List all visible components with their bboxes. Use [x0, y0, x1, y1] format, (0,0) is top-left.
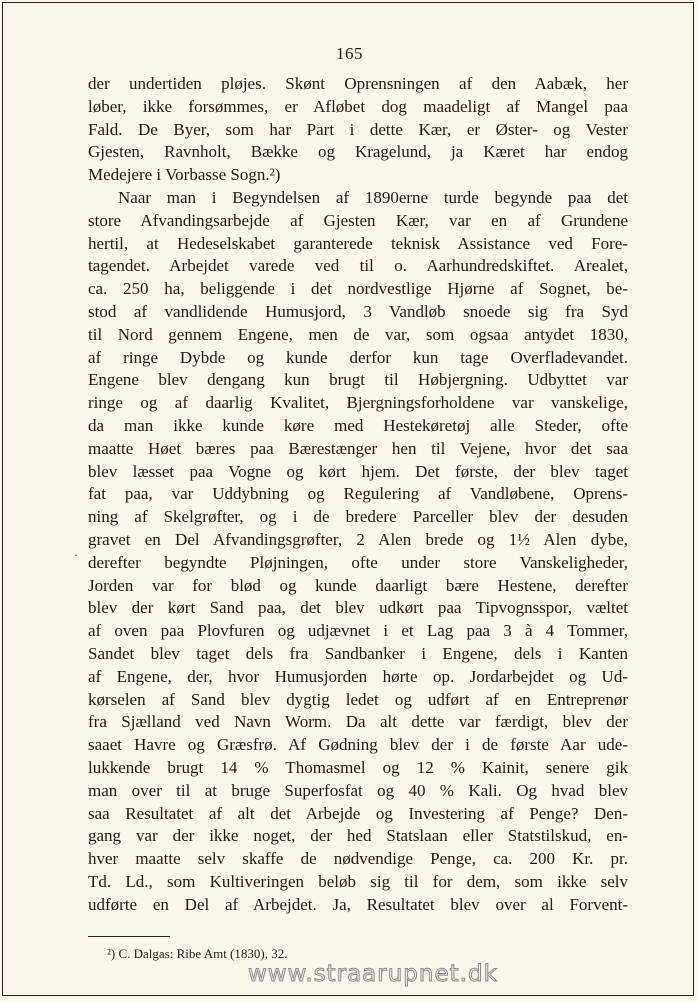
text-line: tagendet. Arbejdet varede ved til o. Aarhundredskiftet. Arealet, [88, 256, 628, 276]
text-line: ning af Skelgrøfter, og i de bredere Parceller blev der desuden [88, 507, 628, 527]
text-line: lukkende brugt 14 % Thomasmel og 12 % Kainit, senere gik [88, 757, 628, 777]
text-line: maatte Høet bæres paa Bærestænger hen til Vejene, hvor det saa [88, 438, 628, 458]
footnote-rule [88, 936, 170, 937]
text-line: saaet Havre og Græsfrø. Af Gødning blev der i de første Aar ude- [88, 735, 628, 755]
text-line: Fald. De Byer, som har Part i dette Kær, er Øster- og Vester [88, 119, 628, 139]
text-line: gang var der ikke noget, der hed Statslaan eller Statstilskud, en- [88, 826, 628, 846]
text-line: Engene blev dengang kun brugt til Høbjergning. Udbyttet var [88, 370, 628, 390]
text-line: fat paa, var Uddybning og Regulering af Vandløbene, Oprens- [88, 484, 628, 504]
text-line: hertil, at Hedeselskabet garanterede teknisk Assistance ved Fore- [88, 233, 628, 253]
text-line: Gjesten, Ravnholt, Bække og Kragelund, ja Kæret har endog [88, 142, 628, 162]
text-line: løber, ikke forsømmes, er Afløbet dog maadeligt af Mangel paa [88, 96, 628, 116]
page-number: 165 [336, 44, 363, 63]
stray-margin-mark: · [74, 548, 78, 562]
body-text [88, 73, 628, 916]
text-line: fra Sjælland ved Navn Worm. Da alt dette var færdigt, blev der [88, 712, 628, 732]
text-line: hver maatte selv skaffe de nødvendige Penge, ca. 200 Kr. pr. [88, 849, 628, 869]
text-line: store Afvandingsarbejde af Gjesten Kær, var en af Grundene [88, 210, 628, 230]
text-line: Medejere i Vorbasse Sogn.²) [88, 165, 281, 185]
text-line: ca. 250 ha, beliggende i det nordvestlige Hjørne af Sognet, be- [88, 279, 628, 299]
footnote: ²) C. Dalgas: Ribe Amt (1830), 32. [107, 946, 288, 961]
text-line: af ringe Dybde og kunde derfor kun tage Overfladevandet. [88, 347, 628, 367]
text-line: Jorden var for blød og kunde daarligt bære Hestene, derefter [88, 575, 628, 595]
text-line: der undertiden pløjes. Skønt Oprensningen af den Aabæk, her [88, 74, 628, 93]
text-line: Sandet blev taget dels fra Sandbanker i Engene, dels i Kanten [88, 643, 628, 663]
text-line: Naar man i Begyndelsen af 1890erne turde begynde paa det [118, 187, 628, 207]
text-line: derefter begyndte Pløjningen, ofte under store Vanskeligheder, [88, 552, 628, 572]
text-line: af Engene, der, hvor Humusjorden hørte op. Jordarbejdet og Ud- [88, 666, 628, 686]
text-line: stod af vandlidende Humusjord, 3 Vandløb snoede sig fra Syd [88, 301, 628, 321]
watermark: www.straarupnet.dk [248, 961, 498, 987]
text-line: udførte en Del af Arbejdet. Ja, Resultatet blev over al Forvent- [88, 894, 628, 914]
text-line: blev der kørt Sand paa, det blev udkørt paa Tipvognsspor, væltet [88, 598, 628, 618]
text-line: gravet en Del Afvandingsgrøfter, 2 Alen brede og 1½ Alen dybe, [88, 529, 628, 549]
text-line: saa Resultatet af alt det Arbejde og Investering af Penge? Den- [88, 803, 628, 823]
text-line: man over til at bruge Superfosfat og 40 % Kali. Og hvad blev [88, 780, 628, 800]
text-line: da man ikke kunde køre med Hestekøretøj alle Steder, ofte [88, 415, 628, 435]
text-line: til Nord gennem Engene, men de var, som ogsaa antydet 1830, [88, 324, 628, 344]
text-line: blev læsset paa Vogne og kørt hjem. Det første, der blev taget [88, 461, 628, 481]
text-line: ringe og af daarlig Kvalitet, Bjergningsforholdene var vanskelige, [88, 393, 628, 413]
text-line: kørselen af Sand blev dygtig ledet og udført af en Entreprenør [88, 689, 628, 709]
text-line: Td. Ld., som Kultiveringen beløb sig til for dem, som ikke selv [88, 871, 628, 891]
text-line: af oven paa Plovfuren og udjævnet i et Lag paa 3 à 4 Tommer, [88, 621, 628, 641]
